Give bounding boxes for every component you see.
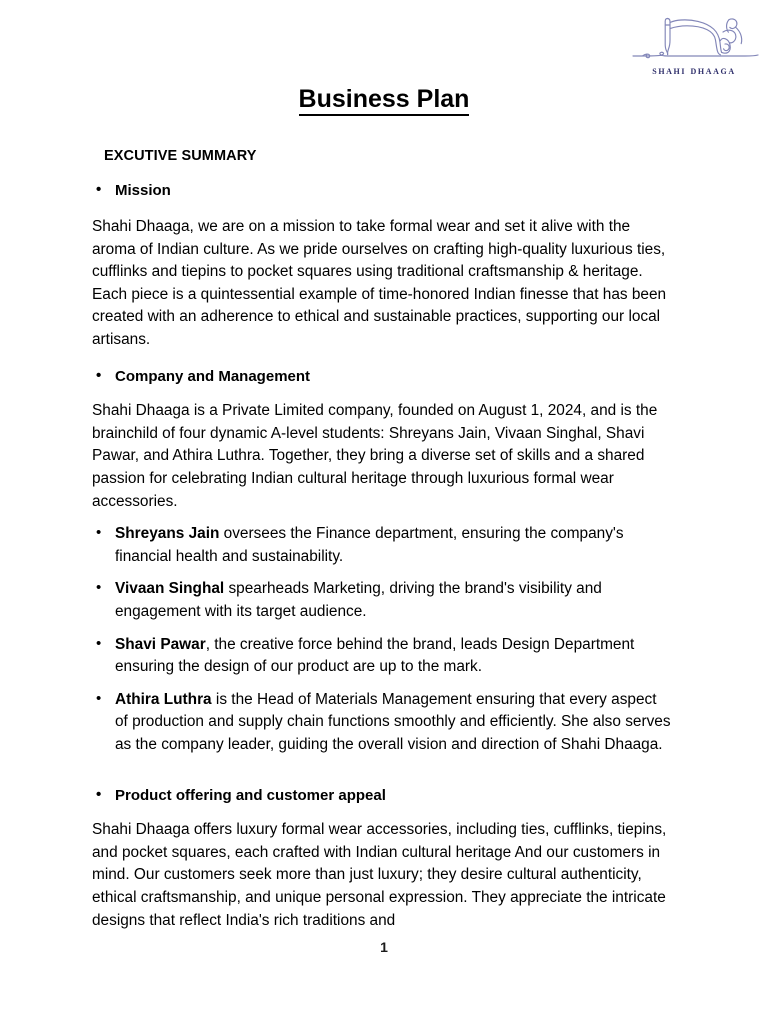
- team-member-description: , the creative force behind the brand, leads Design Department ensuring the design of our product are up to the mark.: [115, 635, 635, 676]
- company-bullet-list: [92, 366, 672, 389]
- team-member-description: is the Head of Materials Management ensuring that every aspect of production and supply chain functions smoothly and efficiently. She also serves as the company leader, guiding the overall vision and direction of Shahi Dhaaga.: [115, 690, 671, 753]
- list-item-team-member: [92, 523, 672, 568]
- team-member-name: Vivaan Singhal: [115, 580, 225, 598]
- team-member-list: [92, 523, 672, 756]
- bullet-company-and-management: • Company and Management: [92, 366, 672, 389]
- team-member-name: Athira Luthra: [115, 690, 212, 708]
- list-item-team-member: [92, 578, 672, 623]
- logo-wordmark: shahi dhaaga: [652, 65, 736, 77]
- document-content: [0, 134, 768, 933]
- paragraph-mission: Shahi Dhaaga, we are on a mission to take formal wear and set it alive with the aroma of Indian culture. As we pride ourselves on crafting high-quality luxurious ties, cufflinks and tiepins to pocket squares using traditional craftsmanship & heritage. Each piece is a quintessential example of time-honored Indian finesse that has been created with an adherence to ethical and sustainable practices, supporting our local artisans.: [92, 218, 667, 349]
- team-member-name: Shavi Pawar: [115, 635, 206, 653]
- list-item-team-member: [92, 689, 672, 757]
- spacer: [92, 624, 672, 634]
- spacer: [92, 679, 672, 689]
- team-member-description: spearheads Marketing, driving the brand's visibility and engagement with its target audience.: [115, 580, 602, 620]
- team-member-description: oversees the Finance department, ensuring the company's financial health and sustainability.: [115, 525, 624, 565]
- page-title-text: Business Plan: [299, 85, 470, 116]
- team-member-name: Shreyans Jain: [115, 525, 220, 543]
- product-bullet-list: [92, 785, 672, 808]
- paragraph-product-offering: Shahi Dhaaga offers luxury formal wear accessories, including ties, cufflinks, tiepins, and pocket squares, each crafted with Indian cultural heritage And our customers in mind. Our customers seek more than just luxury; they desire cultural authenticity, ethical craftsmanship, and unique personal expression. They appreciate the intricate designs that reflect India's rich traditions and: [92, 821, 667, 929]
- bullet-mission: • Mission: [92, 180, 672, 203]
- section-heading-executive-summary: EXCUTIVE SUMMARY: [104, 147, 257, 164]
- list-item-team-member: [92, 634, 672, 679]
- mission-bullet-list: [92, 180, 672, 203]
- spacer: [92, 568, 672, 578]
- page-title: [0, 0, 768, 114]
- paragraph-company-and-management: Shahi Dhaaga is a Private Limited company, founded on August 1, 2024, and is the brainchild of four dynamic A-level students: Shreyans Jain, Vivaan Singhal, Shavi Pawar, and Athira Luthra. Together, they bring a diverse set of skills and a shared passion for celebrating Indian cultural heritage through luxurious formal wear accessories.: [92, 402, 658, 510]
- bullet-product-offering: • Product offering and customer appeal: [92, 785, 672, 808]
- page-number: 1: [380, 939, 388, 955]
